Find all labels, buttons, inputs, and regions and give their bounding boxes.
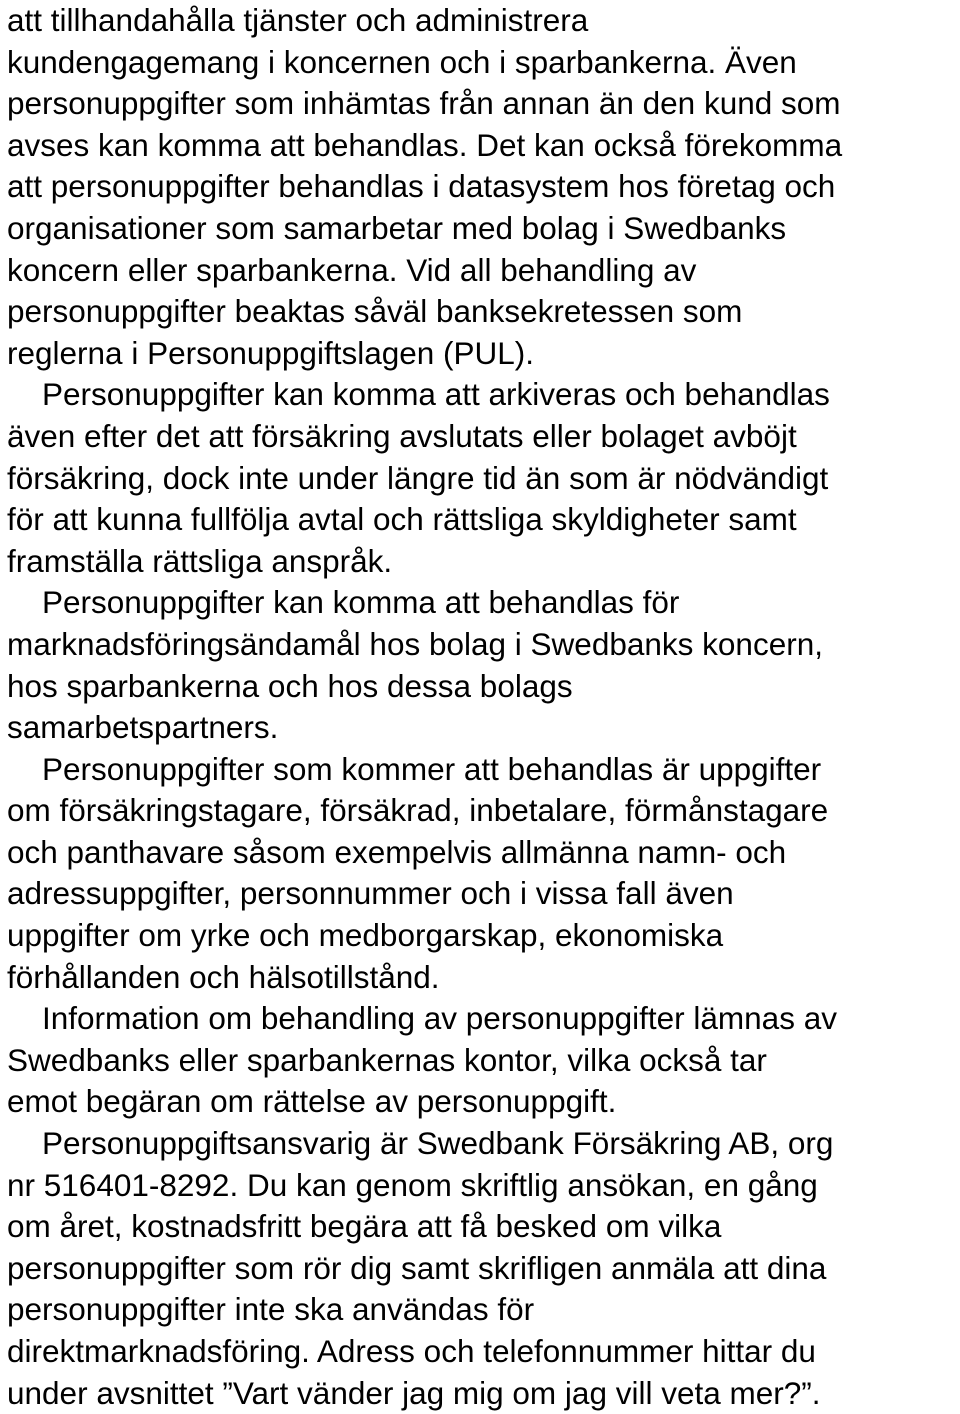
text-line: marknadsföringsändamål hos bolag i Swedbanks koncern,: [7, 625, 823, 662]
text-line: förhållanden och hälsotillstånd.: [7, 958, 440, 995]
paragraph-start-line: Personuppgifter kan komma att arkiveras och behandlas: [42, 376, 830, 413]
text-line: även efter det att försäkring avslutats eller bolaget avböjt: [7, 417, 797, 454]
text-line: Swedbanks eller sparbankernas kontor, vilka också tar: [7, 1041, 767, 1078]
text-line: adressuppgifter, personnummer och i vissa fall även: [7, 875, 734, 912]
text-line: personuppgifter inte ska användas för: [7, 1291, 535, 1328]
text-line: nr 516401-8292. Du kan genom skriftlig ansökan, en gång: [7, 1166, 818, 1203]
text-line: reglerna i Personuppgiftslagen (PUL).: [7, 334, 535, 371]
text-line: personuppgifter beaktas såväl banksekretessen som: [7, 293, 743, 330]
paragraph-start-line: Personuppgifter kan komma att behandlas för: [42, 584, 680, 621]
text-line: kundengagemang i koncernen och i sparbankerna. Även: [7, 43, 797, 80]
text-line: samarbetspartners.: [7, 709, 279, 746]
text-line: koncern eller sparbankerna. Vid all behandling av: [7, 251, 697, 288]
paragraph-start-line: Personuppgifter som kommer att behandlas är uppgifter: [42, 750, 822, 787]
text-line: avses kan komma att behandlas. Det kan också förekomma: [7, 126, 843, 163]
text-line: organisationer som samarbetar med bolag i Swedbanks: [7, 209, 787, 246]
text-line: personuppgifter som rör dig samt skrifligen anmäla att dina: [7, 1249, 827, 1286]
text-line: personuppgifter som inhämtas från annan än den kund som: [7, 85, 841, 122]
text-line: emot begäran om rättelse av personuppgift.: [7, 1083, 617, 1120]
text-line: och panthavare såsom exempelvis allmänna namn- och: [7, 833, 787, 870]
text-line: framställa rättsliga anspråk.: [7, 542, 393, 579]
text-line: under avsnittet ”Vart vänder jag mig om jag vill veta mer?”.: [7, 1374, 821, 1411]
text-line: försäkring, dock inte under längre tid än som är nödvändigt: [7, 459, 829, 496]
text-line: om året, kostnadsfritt begära att få besked om vilka: [7, 1208, 722, 1245]
paragraph-start-line: Personuppgiftsansvarig är Swedbank Försäkring AB, org: [42, 1125, 834, 1162]
paragraph-start-line: Information om behandling av personuppgifter lämnas av: [42, 1000, 837, 1037]
text-line: direktmarknadsföring. Adress och telefonnummer hittar du: [7, 1333, 816, 1369]
text-line: uppgifter om yrke och medborgarskap, ekonomiska: [7, 917, 724, 954]
text-line: att personuppgifter behandlas i datasystem hos företag och: [7, 168, 836, 205]
text-line: att tillhandahålla tjänster och administrera: [7, 2, 589, 38]
text-line: om försäkringstagare, försäkrad, inbetalare, förmånstagare: [7, 792, 829, 829]
text-line: för att kunna fullfölja avtal och rättsliga skyldigheter samt: [7, 501, 797, 538]
text-line: hos sparbankerna och hos dessa bolags: [7, 667, 573, 704]
